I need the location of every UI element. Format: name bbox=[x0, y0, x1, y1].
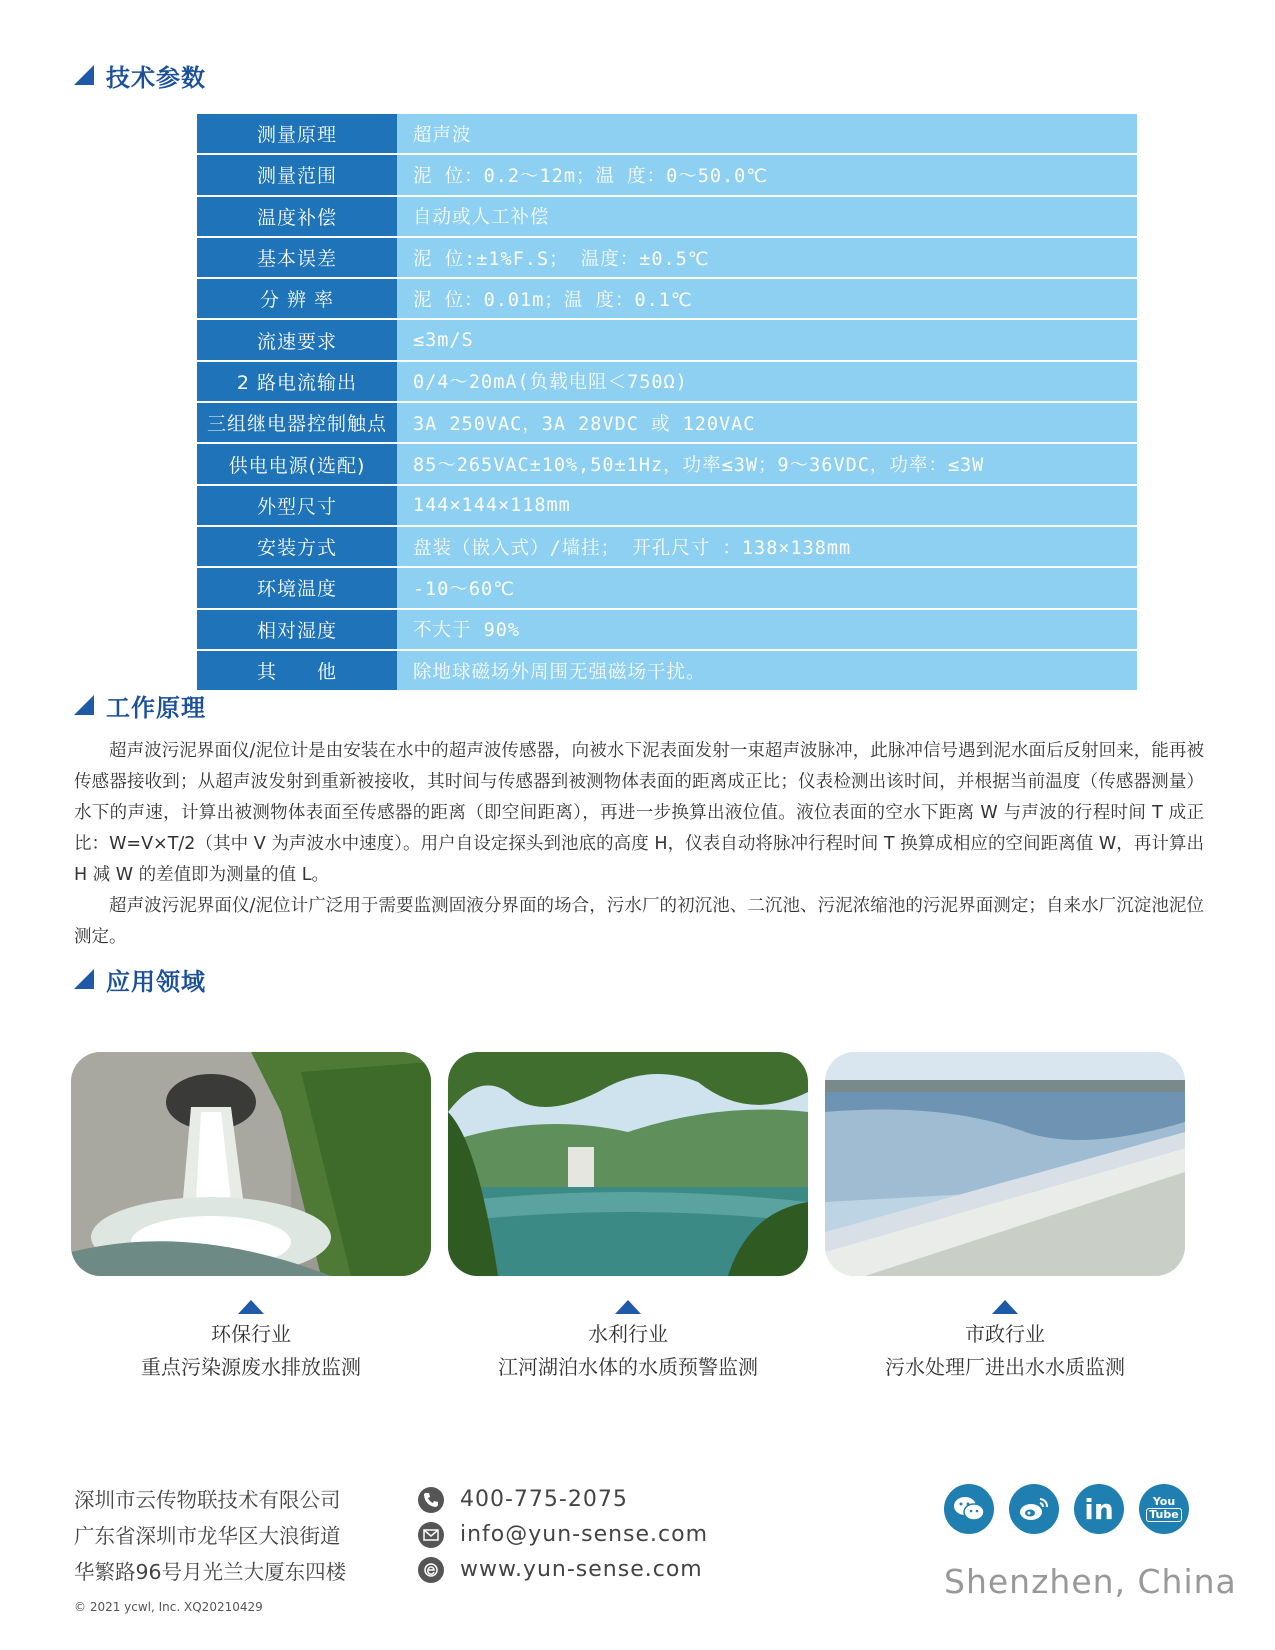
principle-paragraph-1: 超声波污泥界面仪/泥位计是由安装在水中的超声波传感器，向被水下泥表面发射一束超声波脉冲，此脉冲信号遇到泥水面后反射回来，能再被传感器接收到；从超声波发射到重新被接收，其时间与传感器到被测物体表面的距离成正比；仪表检测出该时间，并根据当前温度（传感器测量）水下的声速，计算出被测物体表面至传感器的距离（即空间距离），再进一步换算出液位值。液位表面的空水下距离 W 与声波的行程时间 T 成正比：W=V×T/2（其中 V 为声波水中速度）。用户自设定探头到池底的高度 H，仪表自动将脉冲行程时间 T 换算成相应的空间距离值 W，再计算出 H 减 W 的差值即为测量的值 L。 bbox=[74, 741, 1204, 885]
spec-value: ≤3m/S bbox=[397, 320, 1137, 359]
triangle-icon bbox=[74, 695, 94, 715]
spec-key: 环境温度 bbox=[197, 568, 397, 607]
spec-row bbox=[197, 362, 1137, 403]
email-icon bbox=[418, 1522, 444, 1548]
spec-key: 基本误差 bbox=[197, 238, 397, 277]
spec-row bbox=[197, 486, 1137, 527]
spec-value: 0/4～20mA(负载电阻＜750Ω) bbox=[397, 362, 1137, 401]
photo-reservoir-lake bbox=[448, 1052, 808, 1276]
wechat-icon[interactable] bbox=[944, 1484, 994, 1534]
spec-row bbox=[197, 527, 1137, 568]
spec-row bbox=[197, 320, 1137, 361]
spec-row bbox=[197, 155, 1137, 196]
principle-text bbox=[74, 736, 1204, 953]
spec-value: 不大于 90% bbox=[397, 610, 1137, 649]
spec-value: -10～60℃ bbox=[397, 568, 1137, 607]
spec-value: 144×144×118mm bbox=[397, 486, 1137, 525]
spec-key: 流速要求 bbox=[197, 320, 397, 359]
spec-key: 其 他 bbox=[197, 651, 397, 690]
spec-value: 3A 250VAC，3A 28VDC 或 120VAC bbox=[397, 403, 1137, 442]
photo-outfall-waterfall bbox=[71, 1052, 431, 1276]
linkedin-icon[interactable]: in bbox=[1074, 1484, 1124, 1534]
triangle-icon bbox=[74, 969, 94, 989]
spec-value: 自动或人工补偿 bbox=[397, 197, 1137, 236]
application-caption-2: 水利行业 江河湖泊水体的水质预警监测 bbox=[448, 1300, 808, 1384]
spec-key: 温度补偿 bbox=[197, 197, 397, 236]
contact-phone[interactable]: 400-775-2075 bbox=[418, 1482, 708, 1517]
spec-value: 超声波 bbox=[397, 114, 1137, 153]
spec-value: 85～265VAC±10%,50±1Hz，功率≤3W；9～36VDC，功率：≤3W bbox=[397, 444, 1137, 483]
spec-key: 分 辨 率 bbox=[197, 279, 397, 318]
weibo-icon[interactable] bbox=[1009, 1484, 1059, 1534]
spec-row bbox=[197, 238, 1137, 279]
spec-key: 三组继电器控制触点 bbox=[197, 403, 397, 442]
spec-key: 测量原理 bbox=[197, 114, 397, 153]
company-address bbox=[74, 1482, 346, 1590]
application-caption-3: 市政行业 污水处理厂进出水水质监测 bbox=[825, 1300, 1185, 1384]
social-links bbox=[944, 1484, 1204, 1534]
spec-row bbox=[197, 279, 1137, 320]
spec-value: 除地球磁场外周围无强磁场干扰。 bbox=[397, 651, 1137, 690]
spec-key: 相对湿度 bbox=[197, 610, 397, 649]
spec-value: 泥 位：0.2～12m；温 度：0～50.0℃ bbox=[397, 155, 1137, 194]
spec-key: 安装方式 bbox=[197, 527, 397, 566]
spec-key: 外型尺寸 bbox=[197, 486, 397, 525]
photo-treatment-weir bbox=[825, 1052, 1185, 1276]
spec-row bbox=[197, 114, 1137, 155]
city-tagline: Shenzhen, China bbox=[944, 1562, 1237, 1601]
triangle-up-icon bbox=[992, 1300, 1018, 1314]
spec-row bbox=[197, 610, 1137, 651]
spec-key: 测量范围 bbox=[197, 155, 397, 194]
copyright-text: © 2021 ycwl, Inc. XQ20210429 bbox=[74, 1600, 263, 1614]
spec-row bbox=[197, 444, 1137, 485]
contact-website[interactable]: www.yun-sense.com bbox=[418, 1552, 708, 1587]
spec-row bbox=[197, 651, 1137, 692]
specs-section-title: 技术参数 bbox=[74, 58, 206, 92]
youtube-icon[interactable]: You Tube bbox=[1139, 1484, 1189, 1534]
spec-row bbox=[197, 197, 1137, 238]
spec-value: 盘装（嵌入式）/墙挂； 开孔尺寸 ：138×138mm bbox=[397, 527, 1137, 566]
spec-key: 2 路电流输出 bbox=[197, 362, 397, 401]
contact-email[interactable]: info@yun-sense.com bbox=[418, 1517, 708, 1552]
company-name: 深圳市云传物联技术有限公司 bbox=[74, 1488, 341, 1512]
principle-paragraph-2: 超声波污泥界面仪/泥位计广泛用于需要监测固液分界面的场合，污水厂的初沉池、二沉池、污泥浓缩池的污泥界面测定；自来水厂沉淀池泥位测定。 bbox=[74, 896, 1204, 947]
spec-key: 供电电源(选配) bbox=[197, 444, 397, 483]
applications-section-title: 应用领域 bbox=[74, 962, 206, 996]
spec-row bbox=[197, 403, 1137, 444]
principle-section-title: 工作原理 bbox=[74, 688, 206, 722]
spec-row bbox=[197, 568, 1137, 609]
spec-table bbox=[197, 114, 1137, 692]
phone-icon bbox=[418, 1487, 444, 1513]
spec-value: 泥 位:±1%F.S； 温度：±0.5℃ bbox=[397, 238, 1137, 277]
globe-icon bbox=[418, 1557, 444, 1583]
triangle-up-icon bbox=[238, 1300, 264, 1314]
triangle-icon bbox=[74, 65, 94, 85]
contact-list bbox=[418, 1482, 708, 1587]
address-line-2: 华繁路96号月光兰大厦东四楼 bbox=[74, 1560, 347, 1584]
triangle-up-icon bbox=[615, 1300, 641, 1314]
address-line-1: 广东省深圳市龙华区大浪街道 bbox=[74, 1524, 341, 1548]
spec-value: 泥 位：0.01m；温 度：0.1℃ bbox=[397, 279, 1137, 318]
application-caption-1: 环保行业 重点污染源废水排放监测 bbox=[71, 1300, 431, 1384]
